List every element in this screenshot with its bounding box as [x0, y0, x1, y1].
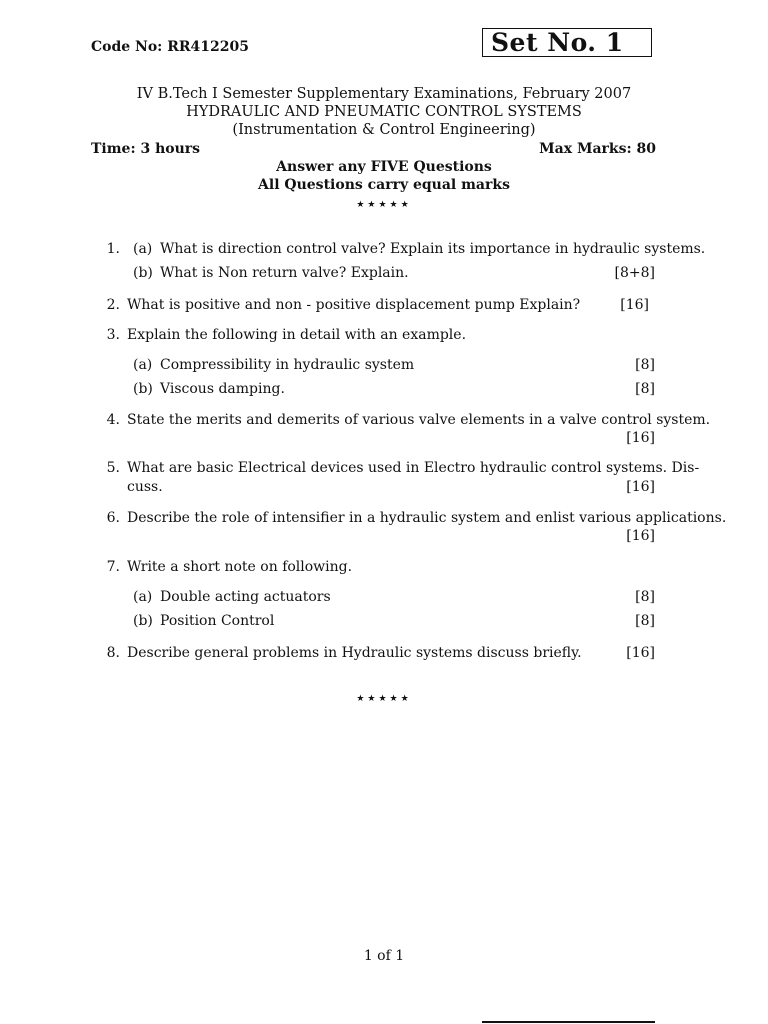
question-text: What is Non return valve? Explain.	[160, 265, 409, 281]
marks: [8+8]	[614, 265, 655, 281]
question-text: Position Control	[160, 613, 275, 629]
marks: [8]	[635, 357, 655, 373]
question-text: Describe the role of intensifier in a hydraulic system and enlist various applications.	[127, 510, 727, 526]
bottom-rule	[482, 1021, 655, 1023]
code-number: Code No: RR412205	[91, 39, 249, 55]
question-number: 2.	[106, 297, 120, 313]
instruction-answer: Answer any FIVE Questions	[276, 159, 492, 175]
question-3	[0, 327, 768, 347]
sub-label: (a)	[133, 241, 153, 257]
question-text: cuss.	[127, 479, 163, 495]
sub-label: (a)	[133, 589, 153, 605]
question-text: Double acting actuators	[160, 589, 331, 605]
question-text: Write a short note on following.	[127, 559, 353, 575]
question-1b	[0, 265, 768, 285]
question-6	[0, 510, 768, 530]
question-text: Compressibility in hydraulic system	[160, 357, 415, 373]
question-number: 5.	[106, 460, 120, 476]
sub-label: (b)	[133, 613, 153, 629]
subject-title: HYDRAULIC AND PNEUMATIC CONTROL SYSTEMS	[186, 104, 582, 120]
set-number-box: Set No. 1	[482, 28, 652, 57]
question-1	[0, 241, 768, 261]
question-8	[0, 645, 768, 665]
marks: [16]	[626, 430, 655, 446]
page-number: 1 of 1	[363, 948, 405, 964]
question-3a	[0, 357, 768, 377]
question-text: What are basic Electrical devices used in Electro hydraulic control systems. Dis-	[127, 460, 700, 476]
question-text: What is positive and non - positive displacement pump Explain?	[127, 297, 581, 313]
question-text: Explain the following in detail with an example.	[127, 327, 467, 343]
marks: [16]	[626, 645, 655, 661]
question-number: 8.	[106, 645, 120, 661]
header-stars: ★★★★★	[356, 200, 412, 210]
question-7b	[0, 613, 768, 633]
marks: [16]	[626, 479, 655, 495]
question-number: 6.	[106, 510, 120, 526]
sub-label: (a)	[133, 357, 153, 373]
question-4-marks	[0, 430, 768, 450]
instruction-equal-marks: All Questions carry equal marks	[258, 177, 510, 193]
marks: [8]	[635, 381, 655, 397]
question-text: State the merits and demerits of various valve elements in a valve control system.	[127, 412, 711, 428]
sub-label: (b)	[133, 265, 153, 281]
time-label: Time: 3 hours	[91, 141, 201, 157]
question-5	[0, 460, 768, 480]
branch-line: (Instrumentation & Control Engineering)	[232, 122, 536, 138]
marks: [8]	[635, 589, 655, 605]
marks: [16]	[620, 297, 649, 313]
max-marks-label: Max Marks: 80	[539, 141, 656, 157]
question-5-cont	[0, 479, 768, 499]
question-2	[0, 297, 768, 317]
exam-line: IV B.Tech I Semester Supplementary Examinations, February 2007	[136, 86, 632, 102]
question-number: 7.	[106, 559, 120, 575]
question-4	[0, 412, 768, 432]
question-7a	[0, 589, 768, 609]
marks: [8]	[635, 613, 655, 629]
question-3b	[0, 381, 768, 401]
question-text: Describe general problems in Hydraulic systems discuss briefly.	[127, 645, 582, 661]
sub-label: (b)	[133, 381, 153, 397]
question-text: What is direction control valve? Explain its importance in hydraulic systems.	[160, 241, 706, 257]
question-6-marks	[0, 528, 768, 548]
question-text: Viscous damping.	[160, 381, 285, 397]
question-7	[0, 559, 768, 579]
question-number: 1.	[106, 241, 120, 257]
marks: [16]	[626, 528, 655, 544]
footer-stars: ★★★★★	[356, 694, 412, 704]
question-number: 4.	[106, 412, 120, 428]
question-number: 3.	[106, 327, 120, 343]
